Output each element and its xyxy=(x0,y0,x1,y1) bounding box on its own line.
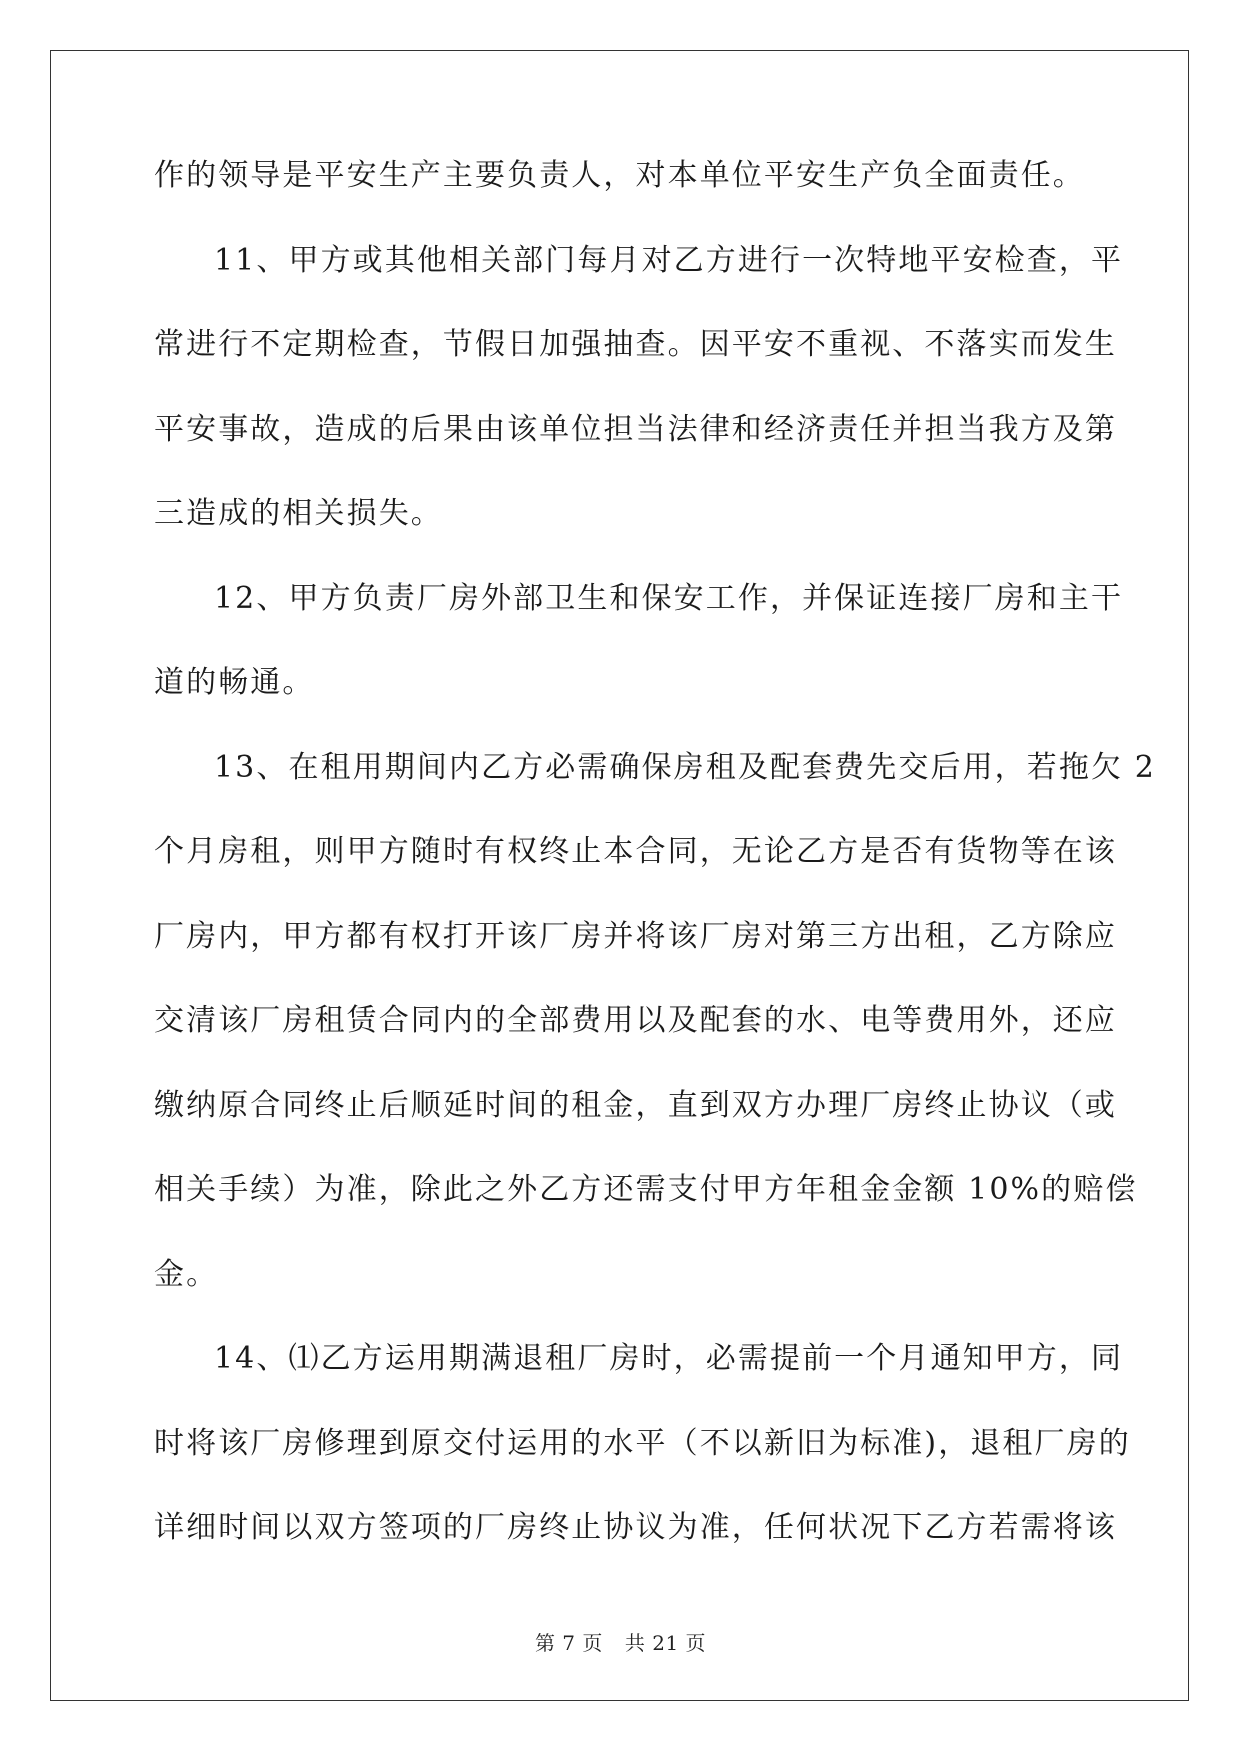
text-line: 厂房内，甲方都有权打开该厂房并将该厂房对第三方出租，乙方除应 xyxy=(154,918,1117,954)
text-line: 时将该厂房修理到原交付运用的水平（不以新旧为标准)，退租厂房的 xyxy=(154,1425,1131,1461)
text-line: 相关手续）为准，除此之外乙方还需支付甲方年租金金额 10%的赔偿 xyxy=(154,1172,1138,1207)
text-line: 交清该厂房租赁合同内的全部费用以及配套的水、电等费用外，还应 xyxy=(154,1003,1117,1038)
text-line: 金。 xyxy=(154,1256,219,1292)
text-line: 作的领导是平安生产主要负责人，对本单位平安生产负全面责任。 xyxy=(154,158,1085,193)
text-line: 平安事故，造成的后果由该单位担当法律和经济责任并担当我方及第 xyxy=(154,411,1117,447)
text-line: 常进行不定期检查，节假日加强抽查。因平安不重视、不落实而发生 xyxy=(154,327,1117,362)
text-line: 个月房租，则甲方随时有权终止本合同，无论乙方是否有货物等在该 xyxy=(154,834,1117,869)
text-line: 12、甲方负责厂房外部卫生和保安工作，并保证连接厂房和主干 xyxy=(214,580,1124,616)
text-line: 13、在租用期间内乙方必需确保房租及配套费先交后用，若拖欠 2 xyxy=(214,749,1156,785)
page-footer xyxy=(0,1627,1241,1656)
text-line: 三造成的相关损失。 xyxy=(154,496,443,531)
text-line: 道的畅通。 xyxy=(154,665,315,700)
text-line: 详细时间以双方签项的厂房终止协议为准，任何状况下乙方若需将该 xyxy=(154,1510,1117,1545)
text-line: 11、甲方或其他相关部门每月对乙方进行一次特地平安检查，平 xyxy=(214,242,1124,278)
text-line: 缴纳原合同终止后顺延时间的租金，直到双方办理厂房终止协议（或 xyxy=(154,1087,1117,1123)
page-number: 第 7 页 xyxy=(534,1631,603,1655)
text-line: 14、⑴乙方运用期满退租厂房时，必需提前一个月通知甲方，同 xyxy=(214,1341,1124,1376)
document-body xyxy=(154,156,1156,1593)
page-total: 共 21 页 xyxy=(624,1631,707,1655)
